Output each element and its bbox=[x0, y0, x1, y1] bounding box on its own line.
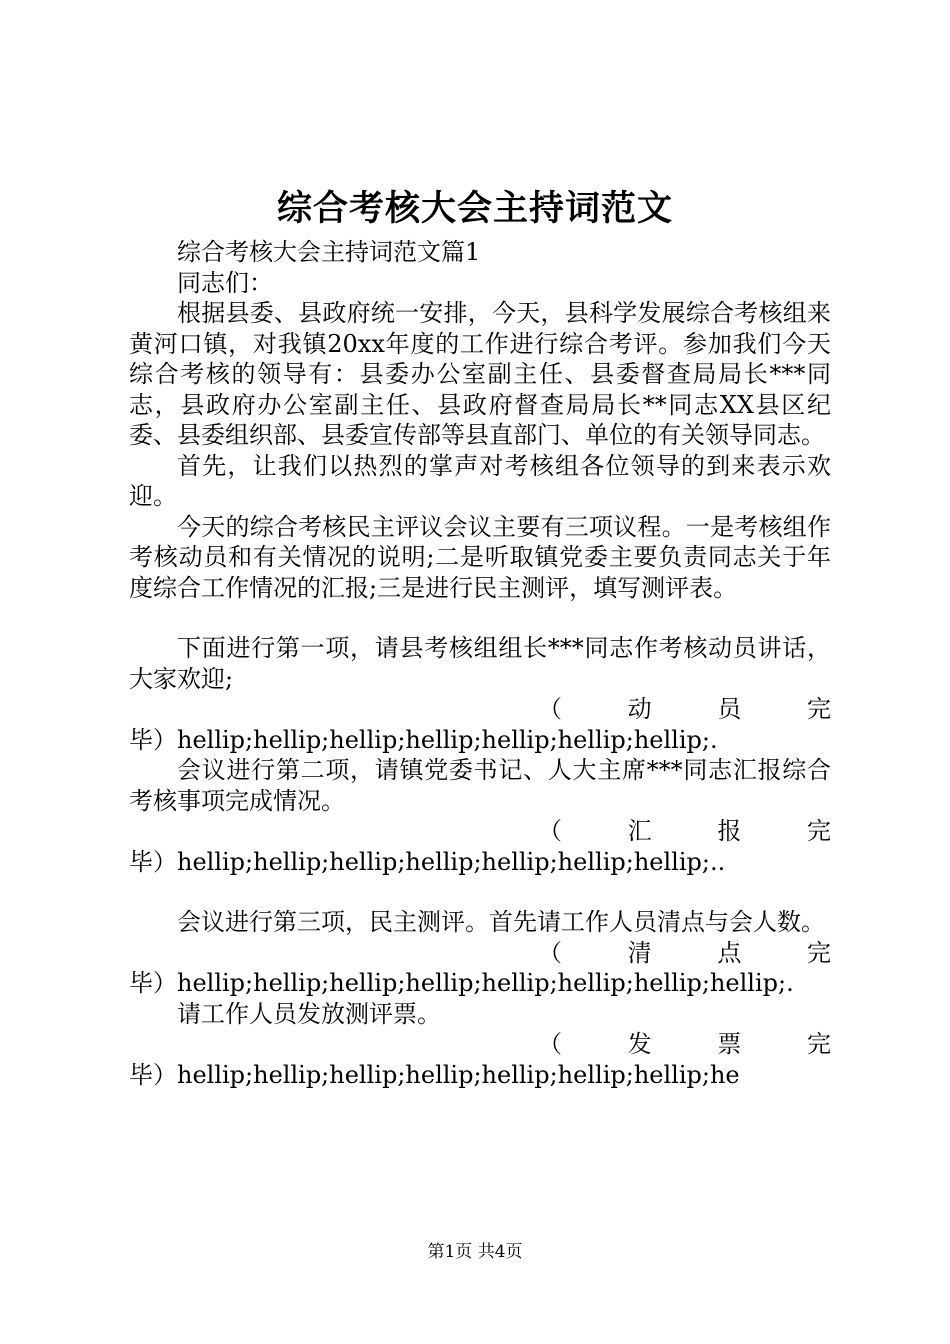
paragraph: 首先，让我们以热烈的掌声对考核组各位领导的到来表示欢迎。 bbox=[129, 451, 831, 510]
document-body bbox=[129, 237, 831, 1090]
section-heading: 综合考核大会主持词范文篇1 bbox=[177, 238, 481, 266]
stage-note-end: 毕）hellip;hellip;hellip;hellip;hellip;hellip;hellip;. bbox=[129, 725, 718, 754]
note-char: （ bbox=[538, 695, 562, 723]
stage-note-end: 毕）hellip;hellip;hellip;hellip;hellip;hellip;hellip;he bbox=[129, 1060, 740, 1089]
note-char: 员 bbox=[717, 695, 742, 723]
stage-note bbox=[129, 938, 831, 969]
stage-note-end: 毕）hellip;hellip;hellip;hellip;hellip;hellip;hellip;.. bbox=[129, 847, 726, 876]
note-char: （ bbox=[538, 938, 562, 967]
note-char: 报 bbox=[717, 817, 742, 845]
stage-note bbox=[129, 694, 831, 725]
stage-note bbox=[129, 816, 831, 847]
note-char: 完 bbox=[806, 1030, 831, 1058]
note-char: 清 bbox=[627, 938, 652, 967]
paragraph: 今天的综合考核民主评议会议主要有三项议程。一是考核组作考核动员和有关情况的说明;二是听取镇党委主要负责同志关于年度综合工作情况的汇报;三是进行民主测评，填写测评表。 bbox=[129, 512, 831, 602]
note-char: （ bbox=[538, 1030, 562, 1058]
paragraph: 会议进行第三项，民主测评。首先请工作人员清点与会人数。 bbox=[177, 908, 825, 936]
greeting: 同志们： bbox=[177, 268, 273, 297]
page-footer: 第1页 共4页 bbox=[427, 1242, 523, 1262]
note-char: 完 bbox=[806, 938, 831, 967]
stage-note bbox=[129, 1029, 831, 1060]
document-title: 综合考核大会主持词范文 bbox=[276, 188, 673, 229]
note-char: 完 bbox=[806, 695, 831, 723]
paragraph: 下面进行第一项，请县考核组组长***同志作考核动员讲话，大家欢迎; bbox=[129, 634, 831, 693]
note-char: 发 bbox=[627, 1030, 652, 1058]
stage-note-end: 毕）hellip;hellip;hellip;hellip;hellip;hellip;hellip;hellip;. bbox=[129, 969, 794, 997]
paragraph: 请工作人员发放测评票。 bbox=[177, 999, 441, 1028]
note-char: 汇 bbox=[627, 817, 652, 845]
note-char: 点 bbox=[717, 938, 742, 967]
note-char: （ bbox=[538, 817, 562, 845]
paragraph: 根据县委、县政府统一安排，今天，县科学发展综合考核组来黄河口镇，对我镇20xx年度的工作进行综合考评。参加我们今天综合考核的领导有：县委办公室副主任、县委督查局局长***同志，县政府办公室副主任、县政府督查局局长**同志XX县区纪委、县委组织部、县委宣传部等县直部门、单位的有关领导同志。 bbox=[129, 299, 831, 449]
note-char: 票 bbox=[717, 1030, 742, 1058]
note-char: 动 bbox=[627, 695, 652, 723]
note-char: 完 bbox=[806, 817, 831, 845]
paragraph: 会议进行第二项，请镇党委书记、人大主席***同志汇报综合考核事项完成情况。 bbox=[129, 756, 831, 815]
